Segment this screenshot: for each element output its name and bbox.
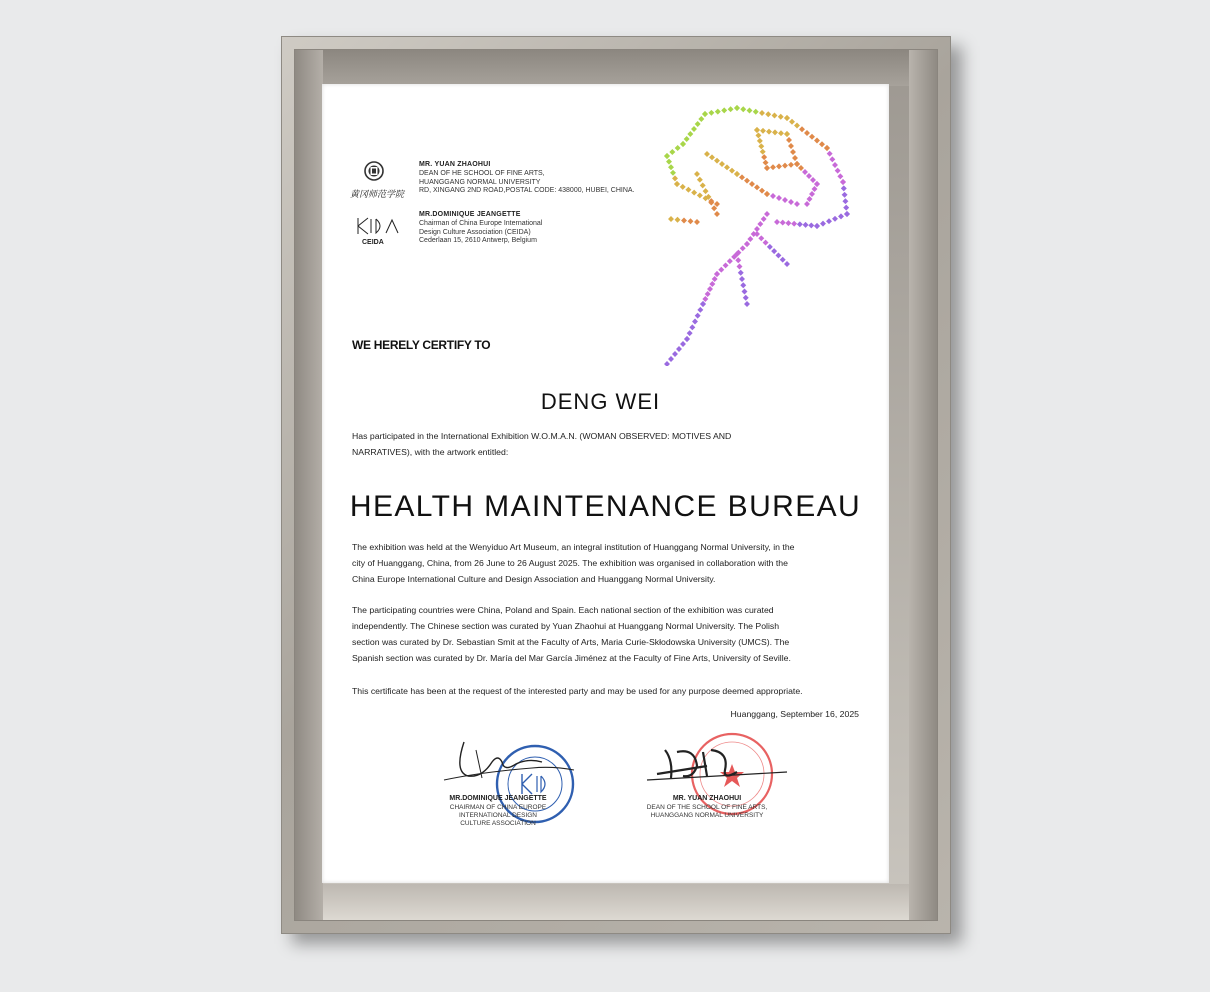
pixel-dot (782, 197, 788, 203)
pixel-dot (784, 261, 790, 267)
pixel-dot (766, 129, 772, 135)
pixel-dot (840, 179, 846, 185)
pixel-dot (759, 188, 765, 194)
pixel-dot (832, 216, 838, 222)
pixel-dot (814, 138, 820, 144)
pixel-dot (797, 221, 803, 227)
pixel-dot (764, 191, 770, 197)
pixel-dot (704, 151, 710, 157)
pixel-dot (754, 231, 760, 237)
pixel-dot (761, 154, 767, 160)
pixel-dot (698, 116, 704, 122)
pixel-dot (735, 257, 741, 263)
pixel-dot (737, 264, 743, 270)
pixel-dot (714, 201, 720, 207)
pixel-dot (829, 156, 835, 162)
pixel-dot (681, 218, 687, 224)
pixel-dot (842, 198, 848, 204)
header-signer1-line: HUANGGANG NORMAL UNIVERSITY (419, 178, 541, 186)
pixel-dot (784, 115, 790, 121)
header-signer2-line: Chairman of China Europe International (419, 220, 543, 227)
pixel-dot (734, 105, 740, 111)
pixel-dot (788, 199, 794, 205)
pixel-dot (694, 219, 700, 225)
pixel-dot (715, 109, 721, 115)
pixel-dot (770, 164, 776, 170)
pixel-dot (723, 262, 729, 268)
pixel-dot (807, 196, 813, 202)
pixel-dot (808, 222, 814, 228)
pixel-dot (774, 219, 780, 225)
pixel-dot (820, 221, 826, 227)
pixel-dot (709, 281, 715, 287)
pixel-dot (702, 111, 708, 117)
pixel-dot (837, 173, 843, 179)
pixel-dot (672, 351, 678, 357)
pixel-dot (691, 126, 697, 132)
pixel-dot (697, 307, 703, 313)
left-signature-line: CULTURE ASSOCIATION (460, 820, 536, 827)
pixel-dot (780, 257, 786, 263)
pixel-dot (763, 240, 769, 246)
pixel-dot (714, 211, 720, 217)
pixel-dot (697, 177, 703, 183)
pixel-dot (754, 127, 760, 133)
right-signature-name: MR. YUAN ZHAOHUI (672, 795, 742, 802)
pixel-dot (685, 187, 691, 193)
pixel-dot (694, 171, 700, 177)
pixel-dot (700, 182, 706, 188)
pixel-dot (714, 271, 720, 277)
pixel-dot (760, 128, 766, 134)
recipient-name: DENG WEI (540, 389, 661, 414)
pixel-dot (761, 216, 767, 222)
pixel-dot (760, 149, 766, 155)
pixel-dot (711, 205, 717, 211)
pixel-dot (775, 252, 781, 258)
certify-label: WE HERELY CERTIFY TO (352, 338, 491, 352)
frame-bevel-bottom (295, 884, 937, 920)
artwork-title: HEALTH MAINTENANCE BUREAU (349, 490, 862, 523)
pixel-dot (798, 165, 804, 171)
paragraph1-line: The exhibition was held at the Wenyiduo Art Museum, an integral institution of Huanggang Normal University, in the (352, 542, 795, 552)
pixel-dot (786, 137, 792, 143)
pixel-dot (740, 245, 746, 251)
header-signer2-name: MR.DOMINIQUE JEANGETTE (419, 211, 521, 218)
pixel-dot (719, 161, 725, 167)
left-signature-line: INTERNATIONAL DESIGN (458, 812, 537, 819)
pixel-dot (827, 151, 833, 157)
pixel-dot (668, 356, 674, 362)
pixel-dot (757, 221, 763, 227)
paragraph1-line: China Europe International Culture and Design Association and Huanggang Normal University. (352, 574, 716, 584)
pixel-dot (749, 181, 755, 187)
pixel-dot (721, 107, 727, 113)
pixel-dot (788, 143, 794, 149)
pixel-dot (739, 174, 745, 180)
pixel-dot (754, 184, 760, 190)
right-signature-line: HUANGGANG NORMAL UNIVERSITY (650, 812, 764, 819)
pixel-dot (780, 220, 786, 226)
pixel-dot (789, 119, 795, 125)
pixel-dot (835, 168, 841, 174)
pixel-dot (842, 192, 848, 198)
pixel-dot (692, 319, 698, 325)
pixel-dot (794, 123, 800, 129)
pixel-dot (785, 220, 791, 226)
pixel-dot (778, 130, 784, 136)
pixel-dot (764, 211, 770, 217)
participation-line: Has participated in the International Exhibition W.O.M.A.N. (WOMAN OBSERVED: MOTIVES AND (352, 431, 732, 441)
pixel-dot (819, 141, 825, 147)
paragraph1-line: city of Huanggang, China, from 26 June to 26 August 2025. The exhibition was organised in collaboration with the (352, 558, 788, 568)
pixel-dot (843, 205, 849, 211)
pixel-dot (680, 184, 686, 190)
pixel-dot (758, 143, 764, 149)
pixel-dot (669, 149, 675, 155)
pixel-dot (674, 181, 680, 187)
pixel-dot (767, 244, 773, 250)
paragraph2-line: The participating countries were China, Poland and Spain. Each national section of the exhibition was curated (352, 605, 774, 615)
place-date: Huanggang, September 16, 2025 (730, 709, 859, 719)
pixel-dot (799, 126, 805, 132)
pixel-dot (742, 289, 748, 295)
pixel-dot (666, 159, 672, 165)
pixel-dot (691, 190, 697, 196)
pixel-dot (734, 171, 740, 177)
pixel-dot (776, 163, 782, 169)
pixel-dot (782, 163, 788, 169)
pixel-dot (804, 201, 810, 207)
pixel-dot (705, 291, 711, 297)
pixel-dot (680, 141, 686, 147)
pixel-dot (700, 301, 706, 307)
pixel-dot (772, 129, 778, 135)
pixel-dot (709, 154, 715, 160)
pixel-dot (684, 136, 690, 142)
pixel-dot (747, 236, 753, 242)
pixel-dot (809, 191, 815, 197)
pixel-dot (670, 170, 676, 176)
pixel-dot (753, 109, 759, 115)
pixel-dot (824, 145, 830, 151)
pixel-dot (718, 267, 724, 273)
pixel-dot (675, 217, 681, 223)
pixel-dot (776, 195, 782, 201)
pixel-dot (738, 270, 744, 276)
pixel-dot (763, 160, 769, 166)
pixel-dot (755, 132, 761, 138)
pixel-dot (764, 165, 770, 171)
huanggang-logo-text: 黄冈师范学院 (350, 190, 405, 200)
pixel-dot (684, 336, 690, 342)
pixel-dot (772, 113, 778, 119)
ceida-logo (354, 214, 404, 240)
pixel-dot (695, 121, 701, 127)
pixel-dot (759, 110, 765, 116)
pixel-dot (728, 106, 734, 112)
pixel-dot (765, 111, 771, 117)
paragraph2-line: Spanish section was curated by Dr. María del Mar García Jiménez at the Faculty of Fine Arts, University of Seville. (352, 653, 791, 663)
participation-line: NARRATIVES), with the artwork entitled: (352, 447, 509, 457)
header-signer1-line: RD, XINGANG 2ND ROAD,POSTAL CODE: 438000, HUBEI, CHINA. (419, 187, 635, 194)
right-signature-line: DEAN OF THE SCHOOL OF FINE ARTS, (646, 804, 768, 811)
frame-bevel-right (909, 50, 937, 920)
pixel-dot (790, 149, 796, 155)
paragraph2-line: section was curated by Dr. Sebastian Smit at the Faculty of Arts, Maria Curie-Skłodowska University (UMCS). The (352, 637, 790, 647)
pixel-dot (712, 276, 718, 282)
frame-bevel-top (295, 50, 937, 86)
pixel-dot (844, 211, 850, 217)
pixel-dot (802, 169, 808, 175)
pixel-dot (672, 175, 678, 181)
pixel-dot (803, 222, 809, 228)
pixel-dot (697, 192, 703, 198)
pixel-dot (664, 153, 670, 159)
pixel-dot (771, 248, 777, 254)
pixel-dot (740, 282, 746, 288)
pixel-dot (668, 164, 674, 170)
pixel-dot (702, 296, 708, 302)
pixel-dot (744, 178, 750, 184)
pixel-dot (680, 341, 686, 347)
pixel-dot (812, 186, 818, 192)
header-signer1-line: DEAN OF HE SCHOOL OF FINE ARTS, (419, 170, 545, 177)
pixel-dot (841, 185, 847, 191)
pixel-dot (747, 108, 753, 114)
pixel-dot (703, 188, 709, 194)
pixel-dot (758, 235, 764, 241)
pixel-dot (687, 330, 693, 336)
pixel-dot (714, 158, 720, 164)
pixel-dot (794, 161, 800, 167)
paragraph3: This certificate has been at the request of the interested party and may be used for any purpose deemed appropriate. (352, 686, 803, 696)
paragraph2-line: independently. The Chinese section was curated by Yuan Zhaohui at Huanggang Normal University. The Polish (352, 621, 780, 631)
pixel-dot (806, 173, 812, 179)
pixel-dot (826, 218, 832, 224)
ceida-logo-text: CEIDA (362, 239, 384, 246)
pixel-dot (814, 223, 820, 229)
pixel-dot (810, 177, 816, 183)
certificate (322, 84, 889, 883)
pixel-dot (778, 114, 784, 120)
pixel-dot (739, 276, 745, 282)
pixel-dot (664, 361, 670, 366)
pixel-dot (832, 162, 838, 168)
pixel-dot (757, 138, 763, 144)
pixel-dot (744, 301, 750, 307)
pixel-dot (695, 313, 701, 319)
pixel-art-logo (647, 104, 862, 366)
header-signer2-line: Design Culture Association (CEIDA) (419, 228, 531, 236)
pixel-dot (687, 131, 693, 137)
pixel-dot (727, 258, 733, 264)
pixel-dot (788, 162, 794, 168)
left-signature-name: MR.DOMINIQUE JEANGETTE (449, 795, 547, 802)
pixel-dot (744, 241, 750, 247)
pixel-dot (740, 106, 746, 112)
pixel-dot (794, 201, 800, 207)
pixel-dot (708, 110, 714, 116)
pixel-dot (809, 134, 815, 140)
pixel-dot (689, 324, 695, 330)
pixel-dot (814, 181, 820, 187)
pixel-dot (707, 286, 713, 292)
pixel-dot (804, 130, 810, 136)
pixel-dot (676, 346, 682, 352)
pixel-dot (724, 164, 730, 170)
frame-bevel-left (295, 50, 323, 920)
pixel-dot (743, 295, 749, 301)
pixel-dot (784, 131, 790, 137)
pixel-dot (668, 216, 674, 222)
pixel-dot (838, 213, 844, 219)
header-signer2-line: Cederlaan 15, 2610 Antwerp, Belgium (419, 237, 537, 244)
pixel-dot (770, 193, 776, 199)
pixel-dot (792, 155, 798, 161)
pixel-dot (688, 218, 694, 224)
left-signature-line: CHAIRMAN OF CHINA EUROPE (449, 804, 547, 811)
pixel-dot (675, 145, 681, 151)
pixel-dot (729, 168, 735, 174)
header-signer1-name: MR. YUAN ZHAOHUI (419, 161, 491, 168)
pixel-dot (791, 221, 797, 227)
